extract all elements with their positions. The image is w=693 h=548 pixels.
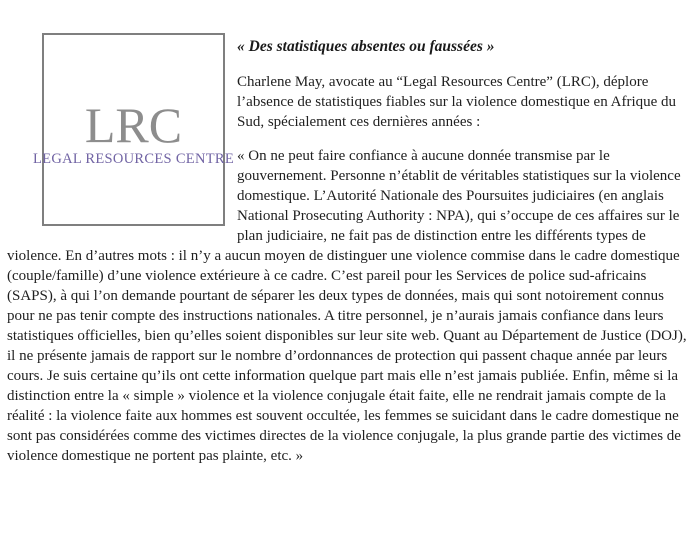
lrc-logo-name: LEGAL RESOURCES CENTRE — [33, 151, 235, 167]
article-paragraph-quote: « On ne peut faire confiance à aucune donnée transmise par le gouvernement. Personne n’établit de véritables statistiques sur la violence domestique. L’Autorité Nationale des Poursuites judiciaires (en anglais National Prosecuting Authority : NPA), qui s’occupe de ces affaires sur le plan judiciaire, ne fait pas de distinction entre les différents types de violence. En d’autres mots : il n’y a aucun moyen de distinguer une violence commise dans le cadre domestique (couple/famille) d’une violence extérieure à ce cadre. C’est pareil pour les Services de police sud-africains (SAPS), à qui l’on demande pourtant de séparer les deux types de données, mais qui sont notoirement connus pour ne pas tenir compte des instructions nationales. A titre personnel, je n’aurais jamais confiance dans leurs statistiques officielles, bien qu’elles soient disponibles sur leur site web. Quant au Département de Justice (DOJ), il ne présente jamais de rapport sur le nombre d’ordonnances de protection qui passent chaque année par leurs cours. Je suis certaine qu’ils ont cette information quelque part mais elle n’est jamais publiée. Enfin, même si la distinction entre la « simple » violence et la violence conjugale était faite, elle ne rendrait jamais compte de la réalité : la violence faite aux hommes est souvent occultée, les femmes se suicidant dans le cadre domestique ne sont pas considérées comme des victimes directes de la violence conjugale, la plus grande partie des victimes de violence domestique ne portent pas plainte, etc. » — [7, 148, 687, 464]
lrc-logo — [33, 33, 235, 226]
article-title: « Des statistiques absentes ou faussées » — [237, 38, 495, 55]
lrc-logo-acronym: LRC — [84, 97, 183, 153]
article-paragraph-intro: Charlene May, avocate au “Legal Resources Centre” (LRC), déplore l’absence de statistiques fiables sur la violence domestique en Afrique du Sud, spécialement ces dernières années : — [237, 74, 677, 130]
